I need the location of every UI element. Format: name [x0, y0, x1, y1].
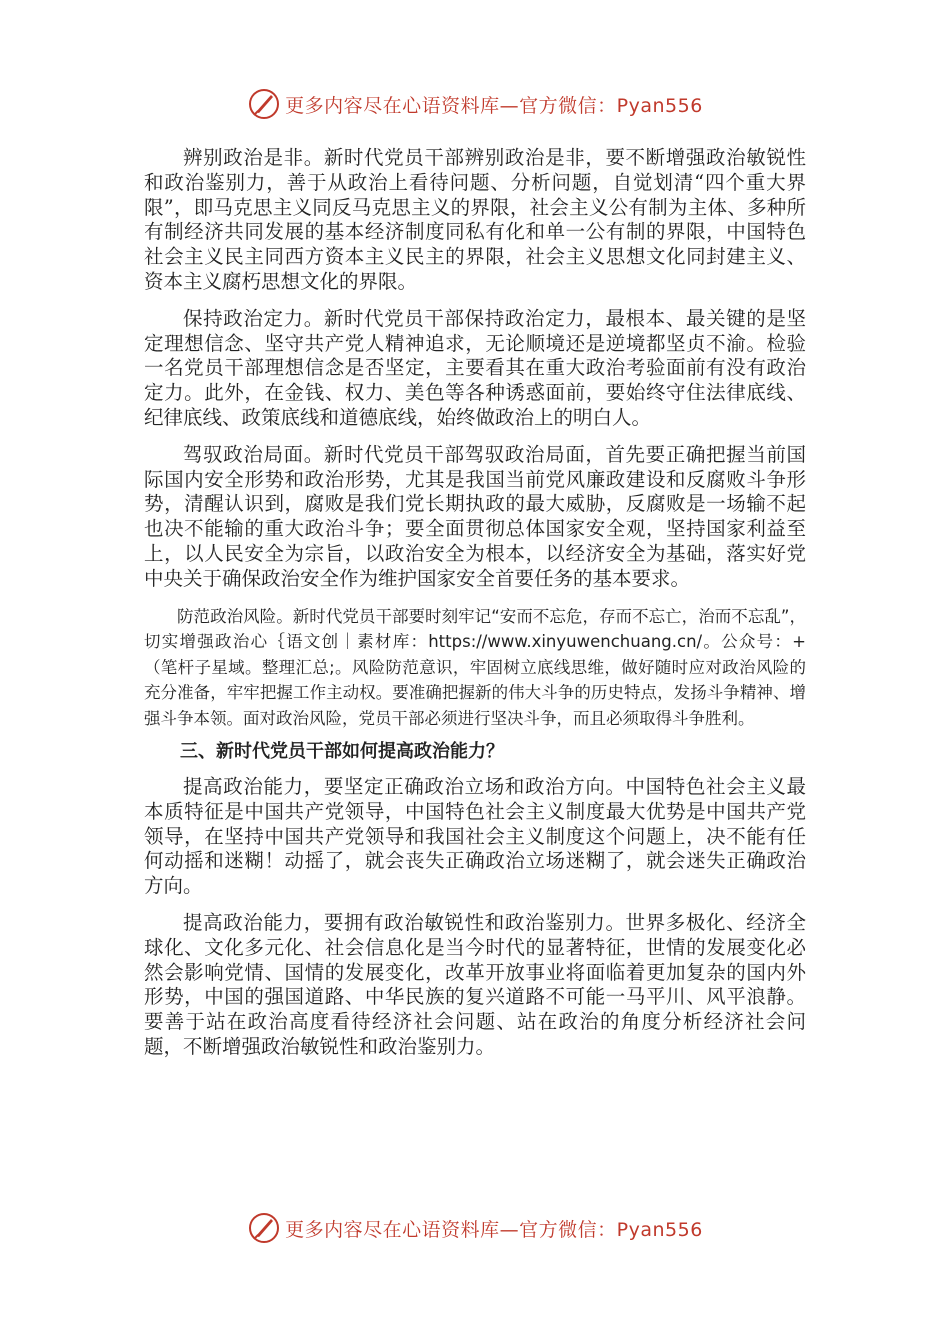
paragraph-5: 提高政治能力，要坚定正确政治立场和政治方向。中国特色社会主义最本质特征是中国共产党领导，中国特色社会主义制度最大优势是中国共产党领导，在坚持中国共产党领导和我国社会主义制度这个问题上，决不能有任何动摇和迷糊！动摇了，就会丧失正确政治立场迷糊了，就会迷失正确政治方向。 [144, 775, 806, 898]
quill-logo-icon [247, 1211, 281, 1245]
paragraph-6: 提高政治能力，要拥有政治敏锐性和政治鉴别力。世界多极化、经济全球化、文化多元化、社会信息化是当今时代的显著特征，世情的发展变化必然会影响党情、国情的发展变化，改革开放事业将面临着更加复杂的国内外形势，中国的强国道路、中华民族的复兴道路不可能一马平川、风平浪静。要善于站在政治高度看待经济社会问题、站在政治的角度分析经济社会问题，不断增强政治敏锐性和政治鉴别力。 [144, 911, 806, 1059]
paragraph-1: 辨别政治是非。新时代党员干部辨别政治是非，要不断增强政治敏锐性和政治鉴别力，善于从政治上看待问题、分析问题，自觉划清“四个重大界限”，即马克思主义同反马克思主义的界限，社会主义公有制为主体、多种所有制经济共同发展的基本经济制度同私有化和单一公有制的界限，中国特色社会主义民主同西方资本主义民主的界限，社会主义思想文化同封建主义、资本主义腐朽思想文化的界限。 [144, 146, 806, 293]
page-header [0, 86, 950, 122]
paragraph-2: 保持政治定力。新时代党员干部保持政治定力，最根本、最关键的是坚定理想信念、坚守共产党人精神追求，无论顺境还是逆境都坚贞不渝。检验一名党员干部理想信念是否坚定，主要看其在重大政治考验面前有没有政治定力。此外，在金钱、权力、美色等各种诱惑面前，要始终守住法律底线、纪律底线、政策底线和道德底线，始终做政治上的明白人。 [144, 306, 806, 429]
document-body [144, 146, 806, 1072]
paragraph-4: 防范政治风险。新时代党员干部要时刻牢记“安而不忘危，存而不忘亡，治而不忘乱”，切实增强政治心｛语文创｜素材库：https://www.xinyuwenchuang.cn/。公众号：+（笔杆子星域。整理汇总;。风险防范意识，牢固树立底线思维，做好随时应对政治风险的充分准备，牢牢把握工作主动权。要准确把握新的伟大斗争的历史特点，发扬斗争精神、增强斗争本领。面对政治风险，党员干部必须进行坚决斗争，而且必须取得斗争胜利。 [144, 606, 806, 728]
header-brand-text: 更多内容尽在心语资料库—官方微信：Pyan556 [285, 94, 703, 117]
footer-brand-text: 更多内容尽在心语资料库—官方微信：Pyan556 [285, 1218, 703, 1241]
page-footer [0, 1210, 950, 1246]
section-heading: 三、新时代党员干部如何提高政治能力？ [180, 741, 504, 763]
quill-logo-icon [247, 87, 281, 121]
paragraph-3: 驾驭政治局面。新时代党员干部驾驭政治局面，首先要正确把握当前国际国内安全形势和政治形势，尤其是我国当前党风廉政建设和反腐败斗争形势，清醒认识到，腐败是我们党长期执政的最大威胁，反腐败是一场输不起也决不能输的重大政治斗争；要全面贯彻总体国家安全观，坚持国家利益至上，以人民安全为宗旨，以政治安全为根本，以经济安全为基础，落实好党中央关于确保政治安全作为维护国家安全首要任务的基本要求。 [144, 442, 806, 590]
